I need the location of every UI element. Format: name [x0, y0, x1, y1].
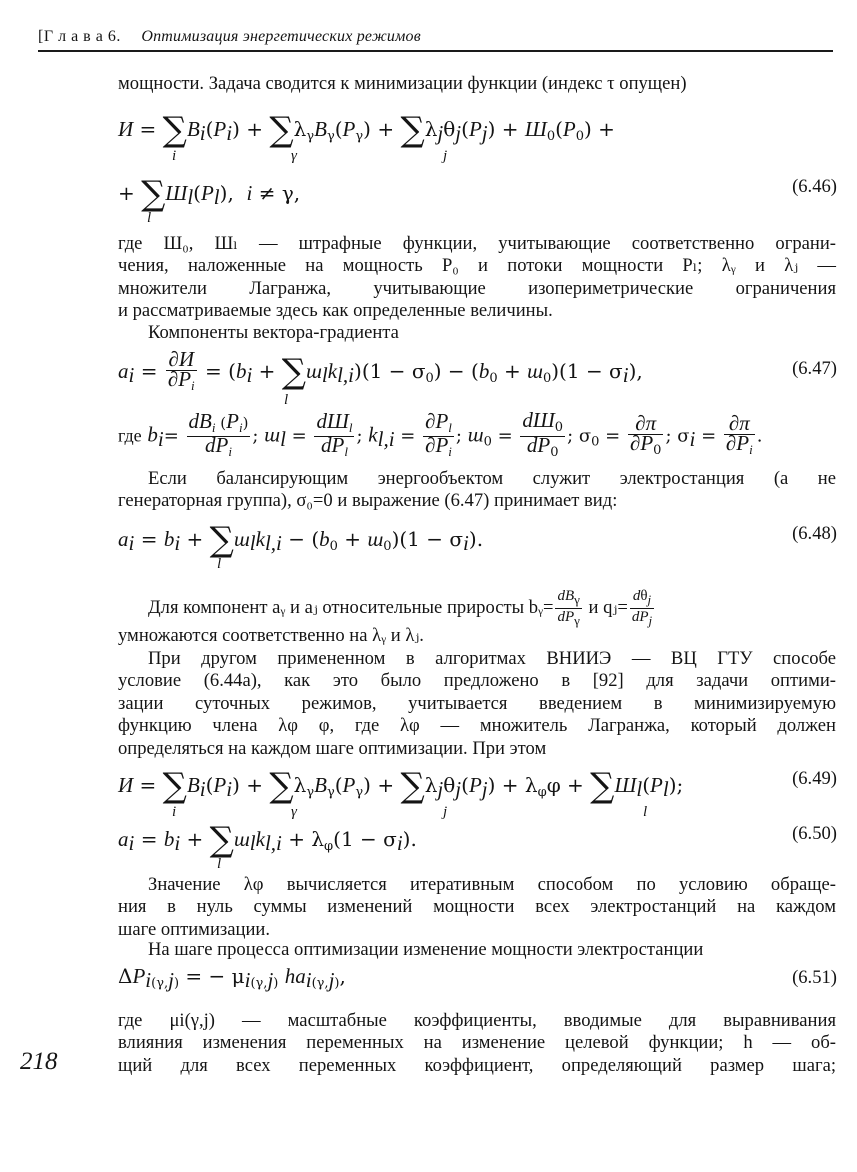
equation-6-50: $a_i = b_i + \sum ш_lk_{l,i} + \lambda_\varphi(1 - \sigma_i)$.	[118, 820, 417, 860]
text-multiplied: умножаются соответственно на λᵧ и λⱼ.	[118, 625, 424, 646]
equation-6-46-part1: $И = \sum B_i(P_i) + \sum\lambda_\gamma B_\gamma(P_\gamma) + \sum\lambda_j\theta_j(P_j) + Ш_0(P_0)$ +	[118, 110, 615, 150]
text-components-relative: Для компонент aᵧ и aⱼ относительные приросты bᵧ= $\frac{\text{dBγ}}{\text{dPγ}}$ и qⱼ= $\frac{\text{dθj}}{\text{dPj}}$	[148, 588, 653, 628]
equation-6-49: $И = \sum B_i(P_i) + \sum\lambda_\gamma B_\gamma(P_\gamma) + \sum\lambda_j\theta_j(P_j) + \lambda_\varphi\varphi + \sum Ш_l(P_l)$;	[118, 766, 684, 806]
equation-6-46-part2: + $\sum Ш_l(P_l)$, i ≠ γ,	[118, 174, 301, 214]
paragraph-penalty-functions: где Ш₀, Шₗ — штрафные функции, учитывающие соответственно ограни- чения, наложенные на мощность P₀ и потоки мощности Pₗ; λᵧ и λⱼ — множители Лагранжа, учитывающие изопериметрические ограничения и рассматриваемые здесь как определенные величины.	[118, 233, 836, 322]
equation-number-6-49: (6.49)	[792, 768, 837, 789]
equation-number-6-50: (6.50)	[792, 823, 837, 844]
header-rule	[38, 50, 833, 52]
text-gradient-components: Компоненты вектора-градиента	[148, 322, 399, 343]
equation-6-47: $a_i$ = $\frac{\partial И}{\partial P_i}$ = $(b_i + \sum ш_lk_{l,i})(1 - \sigma_0) - (b_0 + ш_0)(1 - \sigma_i)$,	[118, 347, 643, 393]
equation-6-48: $a_i = b_i + \sum ш_lk_{l,i} - (b_0 + ш_0)(1 - \sigma_i)$.	[118, 520, 484, 560]
paragraph-balancing: Если балансирующим энергообъектом служит электростанция (а не генераторная группа), σ₀=0 и выражение (6.47) принимает вид:	[118, 468, 836, 512]
book-page: [Г л а в а 6. Оптимизация энергетических режимов мощности. Задача сводится к минимизации функции (индекс τ опущен) $И = \sum B_i(P_i) + \sum\lambda_\gamma B_\gamma(P_\gamma) + \sum\lambda_j\theta_j(P_j) + Ш_0(P_0)$ + i γ j + $\sum Ш_l(P_l)$, i ≠ γ, l (6.46) где Ш₀, Шₗ — штрафные функции, учитывающие соответственно ограни- чения, наложенные на мощность P₀ и потоки мощности Pₗ; λᵧ и λⱼ — множители Лагранжа, учитывающие изопериметрические ограничения и рассматриваемые здесь как определенные величины. Компоненты вектора-градиента $a_i$ = $\frac{\partial И}{\partial P_i}$ = $(b_i + \sum ш_lk_{l,i})(1 - \sigma_0) - (b_0 + ш_0)(1 - \sigma_i)$, l (6.47) где $b_i=$ $\frac{dB_i (P_i)}{dP_i}$ ; $ш_l$ = $\frac{dШ_l}{dP_l}$ ; $k_{l,i}$ = $\frac{\partial P_l}{\partial P_i}$ ; $ш_0$ = $\frac{dШ0}{dP0}$ ; $\sigma_0$ = $\frac{\partial\pi}{\partial P0}$ ; $\sigma_i$ = $\frac{\partial\pi}{\partial P_i}$ . Если балансирующим энергообъектом служит электростанция (а не генераторная группа), σ₀=0 и выражение (6.47) принимает вид: $a_i = b_i + \sum ш_lk_{l,i} - (b_0 + ш_0)(1 - \sigma_i)$. l (6.48) Для компонент aᵧ и aⱼ относительные приросты bᵧ= $\frac{\text{dBγ}}{\text{dPγ}}$ и qⱼ= $\frac{\text{dθj}}{\text{dPj}}$ умножаются соответственно на λᵧ и λⱼ. При другом примененном в алгоритмах ВНИИЭ — ВЦ ГТУ способе условие (6.44а), как это было предложено в [92] для задачи оптими- зации суточных режимов, учитывается введением в минимизируемую функцию члена λφ φ, где λφ — множитель Лагранжа, который должен определяться на каждом шаге оптимизации. При этом $И = \sum B_i(P_i) + \sum\lambda_\gamma B_\gamma(P_\gamma) + \sum\lambda_j\theta_j(P_j) + \lambda_\varphi\varphi + \sum Ш_l(P_l)$; i γ j l (6.49) $a_i = b_i + \sum ш_lk_{l,i} + \lambda_\varphi(1 - \sigma_i)$. l (6.50) Значение λφ вычисляется итеративным способом по условию обраще- ния в нуль суммы изменений мощности всех электростанций на каждом шаге оптимизации. На шаге процесса оптимизации изменение мощности электростанции $\Delta P_{i(\gamma,j)}$ = − $\mu_{i(\gamma,j)}$ $ha_{i(\gamma,j)}$, (6.51) где μi(γ,j) — масштабные коэффициенты, вводимые для выравнивания влияния изменения переменных на изменение целевой функции; h — об- щий для всех переменных коэффициент, определяющий размер шага; 218	[20, 28, 837, 1076]
equation-number-6-51: (6.51)	[792, 967, 837, 988]
equation-number-6-48: (6.48)	[792, 523, 837, 544]
equation-6-51: $\Delta P_{i(\gamma,j)}$ = − $\mu_{i(\gamma,j)}$ $ha_{i(\gamma,j)}$,	[118, 964, 346, 992]
equation-number-6-47: (6.47)	[792, 358, 837, 379]
chapter-label: [Г л а в а 6.	[38, 28, 121, 45]
text-optimization-step: На шаге процесса оптимизации изменение мощности электростанции	[148, 939, 704, 960]
page-number: 218	[20, 1048, 58, 1075]
paragraph-vniie-method: При другом примененном в алгоритмах ВНИИЭ — ВЦ ГТУ способе условие (6.44а), как это было предложено в [92] для задачи оптими- зации суточных режимов, учитывается введением в минимизируемую функцию члена λφ φ, где λφ — множитель Лагранжа, который должен определяться на каждом шаге оптимизации. При этом	[118, 648, 836, 759]
running-head	[38, 28, 828, 46]
equation-definitions: где $b_i=$ $\frac{dB_i (P_i)}{dP_i}$ ; $ш_l$ = $\frac{dШ_l}{dP_l}$ ; $k_{l,i}$ = $\frac{\partial P_l}{\partial P_i}$ ; $ш_0$ = $\frac{dШ0}{dP0}$ ; $\sigma_0$ = $\frac{\partial\pi}{\partial P0}$ ; $\sigma_i$ = $\frac{\partial\pi}{\partial P_i}$ .	[118, 408, 763, 460]
text-line-1: мощности. Задача сводится к минимизации функции (индекс τ опущен)	[118, 73, 687, 94]
chapter-title: Оптимизация энергетических режимов	[141, 28, 421, 45]
equation-number-6-46: (6.46)	[792, 176, 837, 197]
paragraph-lambda-phi: Значение λφ вычисляется итеративным способом по условию обраще- ния в нуль суммы изменений мощности всех электростанций на каждом шаге оптимизации.	[118, 874, 836, 940]
paragraph-scale-coefficients: где μi(γ,j) — масштабные коэффициенты, вводимые для выравнивания влияния изменения переменных на изменение целевой функции; h — об- щий для всех переменных коэффициент, определяющий размер шага;	[118, 1010, 836, 1076]
